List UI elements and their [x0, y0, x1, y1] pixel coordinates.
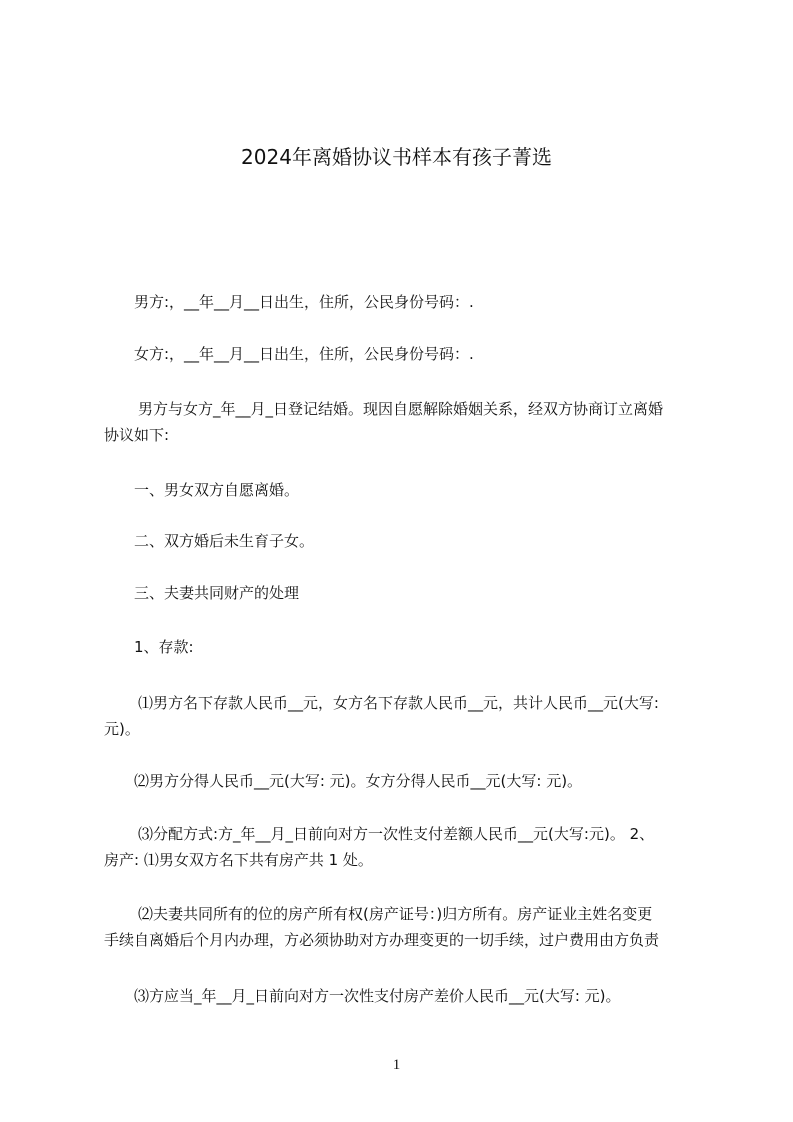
paragraph-text: 男方与女方_年__月_日登记结婚。现因自愿解除婚姻关系，经双方协商订立离婚 — [138, 400, 664, 418]
paragraph-text: ⑵男方分得人民币__元(大写: 元)。女方分得人民币__元(大写: 元)。 — [134, 772, 583, 790]
paragraph-deposit — [104, 634, 716, 660]
paragraph-intro — [104, 396, 716, 448]
paragraph-text: 男方:，__年__月__日出生，住所，公民身份号码：. — [134, 293, 474, 311]
paragraph-text: ⑶方应当_年__月_日前向对方一次性支付房产差价人民币__元(大写: 元)。 — [134, 987, 621, 1005]
paragraph-text: 手续自离婚后个月内办理，方必须协助对方办理变更的一切手续，过户费用由方负责 — [104, 931, 660, 949]
paragraph-house-3 — [104, 983, 716, 1009]
page-number: 1 — [392, 1057, 401, 1073]
paragraph-text: 协议如下: — [104, 426, 170, 444]
paragraph-text: 女方:，__年__月__日出生，住所，公民身份号码：. — [134, 345, 474, 363]
paragraph-text: 元)。 — [104, 720, 140, 738]
paragraph-male-party — [104, 289, 716, 315]
paragraph-female-party — [104, 341, 716, 367]
paragraph-text: 1、存款: — [134, 638, 194, 656]
paragraph-text: 二、双方婚后未生育子女。 — [134, 532, 315, 550]
paragraph-text: ⑶分配方式:方_年__月_日前向对方一次性支付差额人民币__元(大写:元)。 2、 — [138, 825, 655, 843]
paragraph-text: 房产: ⑴男女双方名下共有房产共 1 处。 — [104, 851, 373, 869]
paragraph-text: ⑵夫妻共同所有的位的房产所有权(房产证号：)归方所有。房产证业主姓名变更 — [138, 905, 653, 923]
paragraph-house-2 — [104, 901, 716, 953]
clause-1 — [104, 477, 716, 503]
clause-2 — [104, 528, 716, 554]
paragraph-deposit-2 — [104, 768, 716, 794]
paragraph-deposit-1 — [104, 690, 716, 742]
document-title: 2024年离婚协议书样本有孩子菁选 — [241, 145, 552, 169]
paragraph-text: 三、夫妻共同财产的处理 — [134, 584, 300, 602]
paragraph-text: 一、男女双方自愿离婚。 — [134, 481, 300, 499]
clause-3 — [104, 580, 716, 606]
paragraph-deposit-3 — [104, 821, 716, 873]
paragraph-text: ⑴男方名下存款人民币__元，女方名下存款人民币__元，共计人民币__元(大写: — [138, 694, 659, 712]
